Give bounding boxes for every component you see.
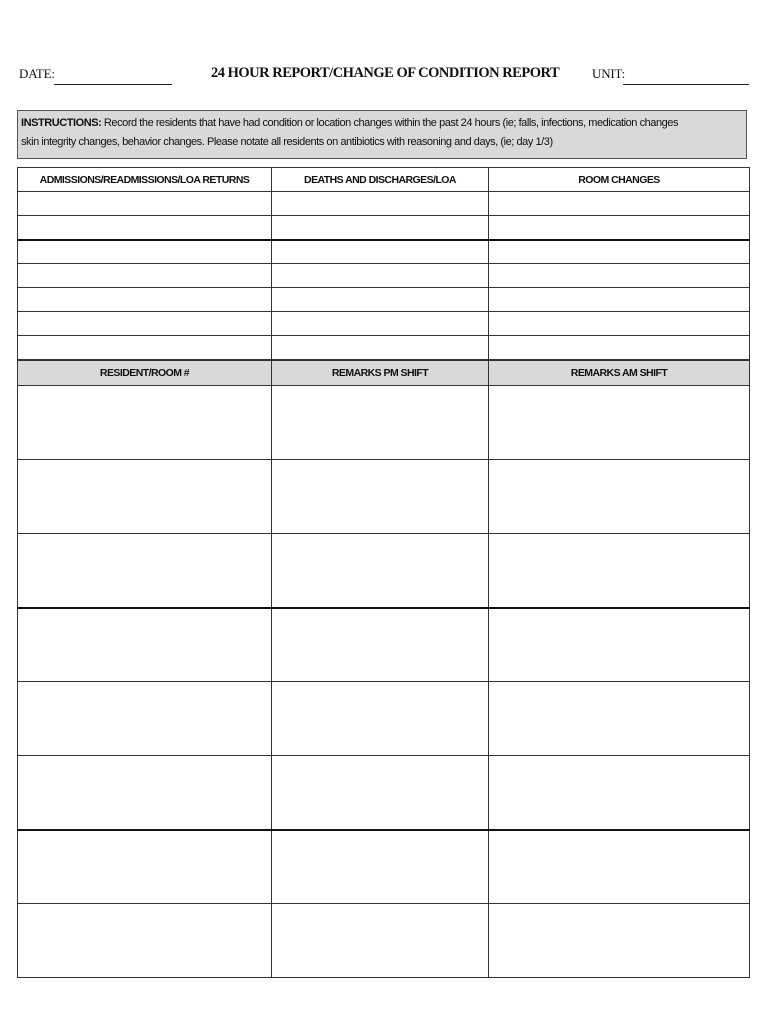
remarks-pm-cell[interactable] bbox=[272, 682, 489, 756]
resident-room-cell[interactable] bbox=[18, 830, 272, 904]
admissions-cell[interactable] bbox=[18, 288, 272, 312]
table-row bbox=[18, 830, 750, 904]
table-row bbox=[18, 904, 750, 978]
deaths-discharges-cell[interactable] bbox=[272, 216, 489, 240]
instructions-line-2: skin integrity changes, behavior changes. Please notate all residents on antibiotics with reasoning and days, (ie; day 1/3) bbox=[21, 135, 553, 148]
admissions-cell[interactable] bbox=[18, 312, 272, 336]
remarks-pm-shift-header: REMARKS PM SHIFT bbox=[272, 361, 489, 386]
resident-room-cell[interactable] bbox=[18, 386, 272, 460]
admissions-header: ADMISSIONS/READMISSIONS/LOA RETURNS bbox=[18, 168, 272, 192]
admissions-cell[interactable] bbox=[18, 192, 272, 216]
room-changes-cell[interactable] bbox=[489, 240, 750, 264]
admissions-cell[interactable] bbox=[18, 336, 272, 360]
resident-room-header: RESIDENT/ROOM # bbox=[18, 361, 272, 386]
table-row bbox=[18, 312, 750, 336]
unit-field[interactable] bbox=[623, 84, 749, 85]
table-row bbox=[18, 608, 750, 682]
table-row bbox=[18, 756, 750, 830]
instructions-line-1 bbox=[21, 117, 746, 130]
deaths-discharges-cell[interactable] bbox=[272, 240, 489, 264]
room-changes-cell[interactable] bbox=[489, 336, 750, 360]
resident-room-cell[interactable] bbox=[18, 460, 272, 534]
remarks-pm-cell[interactable] bbox=[272, 830, 489, 904]
remarks-pm-cell[interactable] bbox=[272, 608, 489, 682]
remarks-pm-cell[interactable] bbox=[272, 756, 489, 830]
room-changes-cell[interactable] bbox=[489, 192, 750, 216]
admissions-cell[interactable] bbox=[18, 240, 272, 264]
room-changes-cell[interactable] bbox=[489, 288, 750, 312]
room-changes-cell[interactable] bbox=[489, 264, 750, 288]
table-row bbox=[18, 216, 750, 240]
room-changes-cell[interactable] bbox=[489, 312, 750, 336]
admissions-cell[interactable] bbox=[18, 264, 272, 288]
table-row bbox=[18, 682, 750, 756]
table-row bbox=[18, 288, 750, 312]
date-field[interactable] bbox=[54, 84, 172, 85]
date-label: DATE: bbox=[19, 66, 55, 81]
remarks-pm-cell[interactable] bbox=[272, 534, 489, 608]
remarks-header-row bbox=[18, 361, 750, 386]
remarks-am-cell[interactable] bbox=[489, 682, 750, 756]
room-changes-cell[interactable] bbox=[489, 216, 750, 240]
resident-room-cell[interactable] bbox=[18, 534, 272, 608]
deaths-discharges-cell[interactable] bbox=[272, 312, 489, 336]
room-changes-header: ROOM CHANGES bbox=[489, 168, 750, 192]
remarks-am-cell[interactable] bbox=[489, 608, 750, 682]
table-row bbox=[18, 534, 750, 608]
page-title: 24 HOUR REPORT/CHANGE OF CONDITION REPORT bbox=[211, 65, 560, 81]
deaths-discharges-cell[interactable] bbox=[272, 264, 489, 288]
remarks-am-cell[interactable] bbox=[489, 534, 750, 608]
table-row bbox=[18, 336, 750, 360]
remarks-am-cell[interactable] bbox=[489, 904, 750, 978]
remarks-pm-cell[interactable] bbox=[272, 904, 489, 978]
resident-room-cell[interactable] bbox=[18, 904, 272, 978]
changes-table bbox=[17, 167, 750, 360]
deaths-discharges-header: DEATHS AND DISCHARGES/LOA bbox=[272, 168, 489, 192]
table-row bbox=[18, 192, 750, 216]
instructions-text-1: Record the residents that have had condition or location changes within the past 24 hours (ie; falls, infections, medication changes bbox=[101, 117, 679, 129]
resident-room-cell[interactable] bbox=[18, 608, 272, 682]
changes-header-row bbox=[18, 168, 750, 192]
table-row bbox=[18, 386, 750, 460]
remarks-am-shift-header: REMARKS AM SHIFT bbox=[489, 361, 750, 386]
deaths-discharges-cell[interactable] bbox=[272, 192, 489, 216]
table-row bbox=[18, 264, 750, 288]
deaths-discharges-cell[interactable] bbox=[272, 336, 489, 360]
remarks-am-cell[interactable] bbox=[489, 756, 750, 830]
table-row bbox=[18, 240, 750, 264]
resident-room-cell[interactable] bbox=[18, 682, 272, 756]
instructions-label: INSTRUCTIONS: bbox=[21, 117, 102, 129]
resident-room-cell[interactable] bbox=[18, 756, 272, 830]
deaths-discharges-cell[interactable] bbox=[272, 288, 489, 312]
unit-label: UNIT: bbox=[592, 66, 626, 81]
instructions-box bbox=[17, 110, 747, 159]
admissions-cell[interactable] bbox=[18, 216, 272, 240]
remarks-am-cell[interactable] bbox=[489, 460, 750, 534]
remarks-am-cell[interactable] bbox=[489, 386, 750, 460]
remarks-table bbox=[17, 360, 750, 978]
remarks-pm-cell[interactable] bbox=[272, 460, 489, 534]
remarks-am-cell[interactable] bbox=[489, 830, 750, 904]
table-row bbox=[18, 460, 750, 534]
remarks-pm-cell[interactable] bbox=[272, 386, 489, 460]
